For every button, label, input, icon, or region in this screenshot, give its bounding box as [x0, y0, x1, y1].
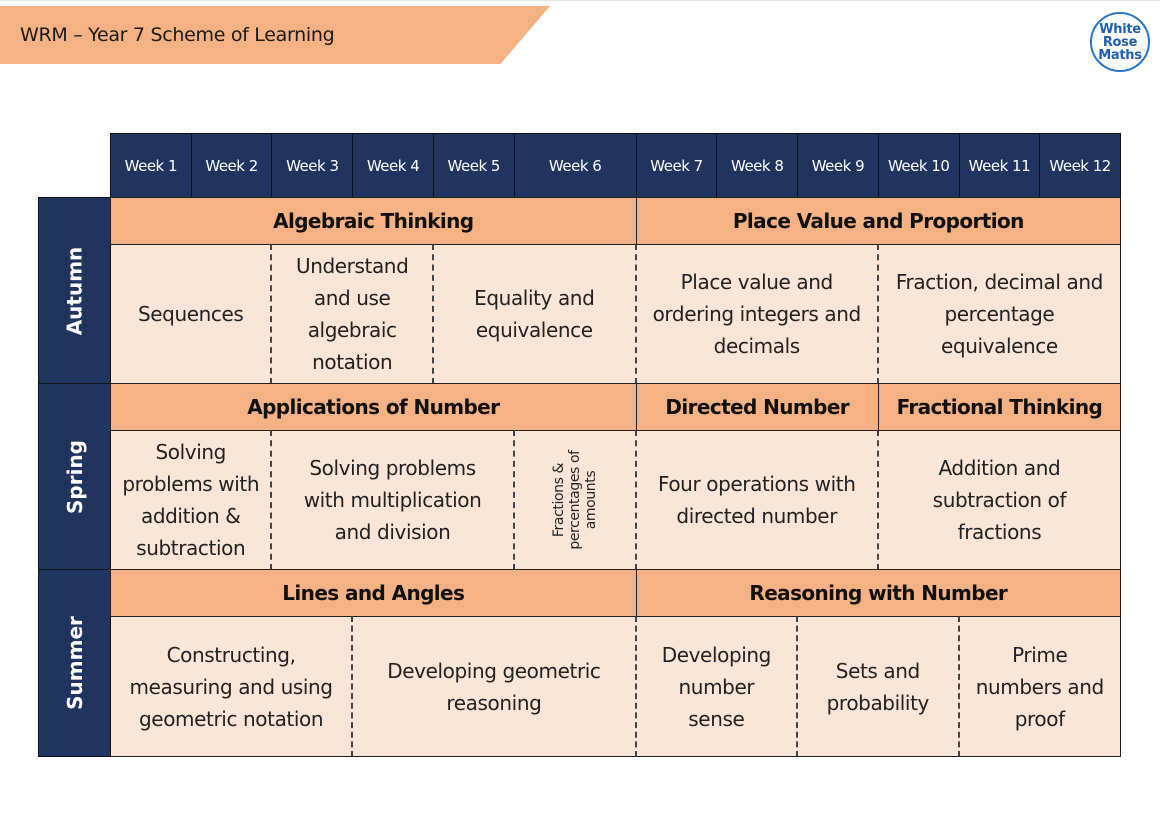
week-header: Week 7 [636, 133, 718, 198]
topic-cell: Solving problems with addition & subtraction [111, 430, 272, 570]
top-border [0, 0, 1160, 1]
logo-text-line: Rose [1102, 35, 1138, 50]
term-label-summer: Summer [38, 569, 111, 757]
week-header: Week 2 [191, 133, 273, 198]
week-header: Week 5 [433, 133, 515, 198]
topic-cell: Sequences [111, 244, 272, 384]
week-header: Week 3 [271, 133, 353, 198]
week-header: Week 12 [1039, 133, 1121, 198]
topic-cell: Fraction, decimal and percentage equivalence [879, 244, 1121, 384]
unit-header: Lines and Angles [110, 569, 637, 617]
topic-cell: Developing number sense [637, 616, 798, 757]
page-title: WRM – Year 7 Scheme of Learning [20, 24, 335, 46]
unit-header: Fractional Thinking [878, 383, 1121, 431]
topic-cell: Place value and ordering integers and decimals [637, 244, 879, 384]
topic-cell: Constructing, measuring and using geometric notation [111, 616, 353, 757]
scheme-of-learning-table [38, 134, 1121, 758]
topic-cell: Solving problems with multiplication and division [272, 430, 514, 570]
unit-header: Directed Number [636, 383, 879, 431]
topic-cell: Four operations with directed number [637, 430, 879, 570]
week-header: Week 9 [797, 133, 879, 198]
week-header: Week 10 [878, 133, 960, 198]
topic-cell: Developing geometric reasoning [353, 616, 636, 757]
week-header: Week 6 [514, 133, 637, 198]
topic-cell-vertical-text: Fractions & percentages of amounts [550, 450, 599, 550]
unit-header: Applications of Number [110, 383, 637, 431]
topic-cell: Sets and probability [798, 616, 959, 757]
unit-header: Reasoning with Number [636, 569, 1121, 617]
week-header: Week 11 [959, 133, 1041, 198]
topic-cell-vertical [515, 430, 637, 570]
white-rose-maths-logo [1090, 12, 1150, 72]
unit-header: Algebraic Thinking [110, 197, 637, 245]
term-label-autumn: Autumn [38, 197, 111, 384]
week-header: Week 4 [352, 133, 434, 198]
term-label-spring: Spring [38, 383, 111, 570]
topic-cell: Understand and use algebraic notation [272, 244, 433, 384]
topic-cell: Prime numbers and proof [960, 616, 1121, 757]
logo-text-line: Maths [1098, 48, 1142, 63]
topic-cell: Addition and subtraction of fractions [879, 430, 1121, 570]
topic-cell: Equality and equivalence [434, 244, 637, 384]
week-header: Week 1 [110, 133, 192, 198]
week-header: Week 8 [716, 133, 798, 198]
logo-text-line: White [1099, 22, 1141, 37]
unit-header: Place Value and Proportion [636, 197, 1121, 245]
